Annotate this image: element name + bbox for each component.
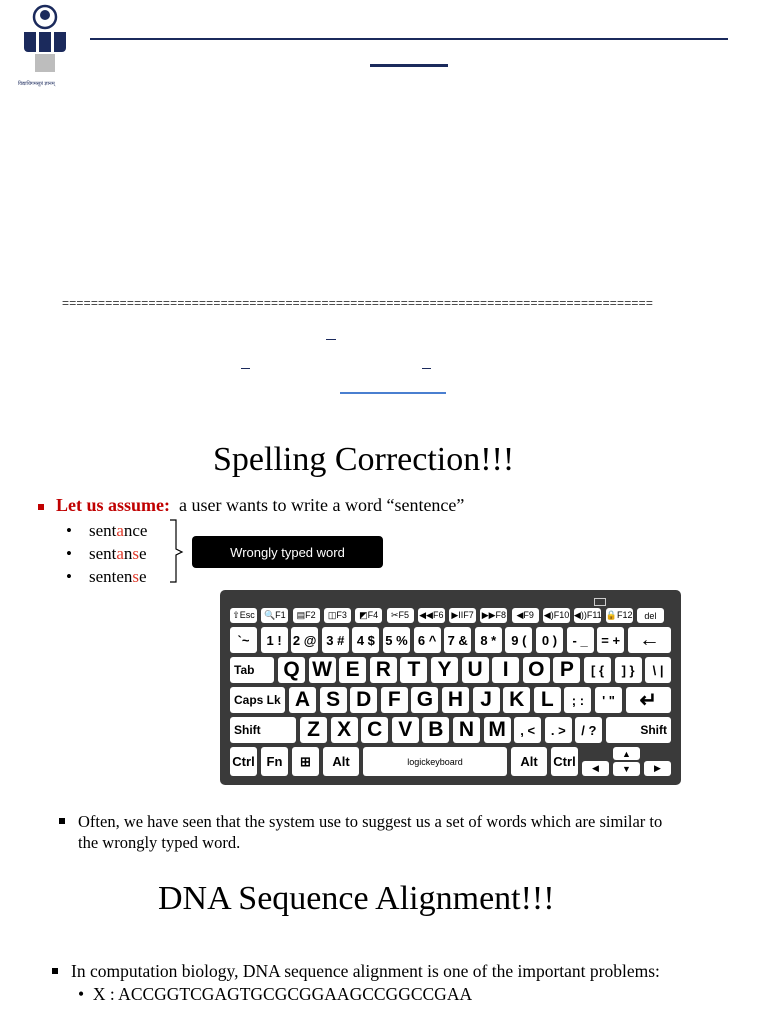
keyboard-key: 🔒F12 [606, 608, 633, 623]
keyboard-key: L [534, 687, 561, 713]
keyboard-key: ] } [615, 657, 642, 683]
keyboard-key: ⊞ [292, 747, 319, 776]
spelling-note [56, 811, 686, 853]
stray-underline [340, 392, 446, 394]
keyboard-key: 3 # [322, 627, 349, 653]
stray-dash [241, 368, 250, 369]
stray-dash [422, 368, 431, 369]
keyboard-key: 5 % [383, 627, 410, 653]
keyboard-key: , < [514, 717, 541, 743]
keyboard-key: / ? [575, 717, 602, 743]
wrongly-typed-callout: Wrongly typed word [192, 536, 383, 568]
keyboard-key: 8 * [475, 627, 502, 653]
square-bullet-icon [59, 818, 65, 824]
list-item: • sentance [66, 521, 148, 540]
keyboard-key: ' " [595, 687, 622, 713]
keyboard-key: ◫F3 [324, 608, 351, 623]
spelling-title: Spelling Correction!!! [213, 441, 515, 478]
keyboard-key: [ { [584, 657, 611, 683]
keyboard-key: V [392, 717, 419, 743]
keyboard-key: `~ [230, 627, 257, 653]
keyboard-indicator-icon [594, 598, 606, 606]
keyboard-key: E [339, 657, 366, 683]
square-bullet-icon [52, 968, 58, 974]
keyboard-key: D [350, 687, 377, 713]
keyboard-key: P [553, 657, 580, 683]
list-item: • sentanse [66, 544, 147, 563]
keyboard-key: ▶▶F8 [480, 608, 507, 623]
keyboard-key: 1 ! [261, 627, 288, 653]
keyboard-key: I [492, 657, 519, 683]
keyboard-key: 6 ^ [414, 627, 441, 653]
dna-title: DNA Sequence Alignment!!! [158, 880, 555, 917]
keyboard-key: Ctrl [551, 747, 578, 776]
keyboard-key: 9 ( [505, 627, 532, 653]
keyboard-key: Z [300, 717, 327, 743]
keyboard-key: 🔍F1 [261, 608, 288, 623]
keyboard-key: X [331, 717, 358, 743]
brace-icon [168, 518, 188, 584]
keyboard-key: S [320, 687, 347, 713]
keyboard-key: Shift [606, 717, 671, 743]
keyboard-key: Ctrl [230, 747, 257, 776]
keyboard-key: B [422, 717, 449, 743]
keyboard-key: = + [597, 627, 624, 653]
keyboard-key: R [370, 657, 397, 683]
keyboard-key: ◩F4 [355, 608, 382, 623]
keyboard-key: Shift [230, 717, 296, 743]
keyboard-key: ⇧Esc [230, 608, 257, 623]
keyboard-key: M [484, 717, 511, 743]
keyboard-key: ↵ [626, 687, 671, 713]
sequence-x: X : ACCGGTCGAGTGCGCGGAAGCCGGCCGAA [92, 984, 473, 1004]
assume-label: Let us assume: [56, 495, 171, 515]
keyboard-key: - _ [567, 627, 594, 653]
keyboard-key: ▲ [613, 747, 640, 760]
dna-intro-text: In computation biology, DNA sequence alignment is one of the important problems: [71, 961, 660, 981]
stray-dash [326, 339, 336, 340]
square-bullet-icon [38, 504, 44, 510]
keyboard-key: Caps Lk [230, 687, 285, 713]
keyboard-key: 0 ) [536, 627, 563, 653]
list-item: • sentense [66, 567, 147, 586]
keyboard-key: . > [545, 717, 572, 743]
note-text: Often, we have seen that the system use to suggest us a set of words which are similar to the wrongly typed word. [78, 812, 663, 852]
dna-intro [48, 960, 688, 1006]
keyboard-key: W [309, 657, 336, 683]
logo-caption: विद्याधिगमसूत्रं ज्ञानम् [18, 81, 55, 87]
keyboard-key: T [400, 657, 427, 683]
list-item: • X : ACCGGTCGAGTGCGCGGAAGCCGGCCGAA [78, 984, 473, 1004]
keyboard-key: U [462, 657, 489, 683]
keyboard-key: 7 & [444, 627, 471, 653]
keyboard-key: ▶IIF7 [449, 608, 476, 623]
assume-text: a user wants to write a word “sentence” [179, 495, 465, 515]
keyboard-key: ◀))F11 [574, 608, 601, 623]
keyboard-key: N [453, 717, 480, 743]
keyboard-key: O [523, 657, 550, 683]
keyboard-key: ▤F2 [293, 608, 320, 623]
keyboard-key: del [637, 608, 664, 623]
keyboard-key: K [503, 687, 530, 713]
keyboard-key: \ | [645, 657, 671, 683]
keyboard-key: ← [628, 627, 671, 653]
keyboard-key: Fn [261, 747, 288, 776]
keyboard-key: H [442, 687, 469, 713]
institute-logo [18, 4, 72, 87]
separator-line: ================================================================================== [62, 296, 654, 310]
keyboard-key: Tab [230, 657, 274, 683]
keyboard-key: 2 @ [291, 627, 318, 653]
keyboard-key: ▼ [613, 762, 640, 776]
keyboard-key: Alt [323, 747, 359, 776]
keyboard-key: F [381, 687, 408, 713]
keyboard-key: ◀F9 [512, 608, 539, 623]
keyboard-key: J [473, 687, 500, 713]
keyboard-key: Y [431, 657, 458, 683]
keyboard-key: A [289, 687, 316, 713]
header-rule [90, 38, 728, 40]
header-underline [370, 64, 448, 67]
assume-bullet [38, 495, 464, 516]
keyboard-key: G [411, 687, 438, 713]
keyboard-key: Q [278, 657, 305, 683]
keyboard-key: ▶ [644, 761, 671, 776]
keyboard-key: C [361, 717, 388, 743]
keyboard-key: ✂F5 [387, 608, 414, 623]
keyboard-key: 4 $ [352, 627, 379, 653]
keyboard-key: ◀◀F6 [418, 608, 445, 623]
keyboard-key: logickeyboard [363, 747, 507, 776]
keyboard-key: ◀)F10 [543, 608, 570, 623]
keyboard-key: Alt [511, 747, 547, 776]
wrong-word-list [66, 519, 147, 588]
keyboard-image [220, 590, 681, 785]
keyboard-key: ◀ [582, 761, 609, 776]
keyboard-key: ; : [564, 687, 591, 713]
